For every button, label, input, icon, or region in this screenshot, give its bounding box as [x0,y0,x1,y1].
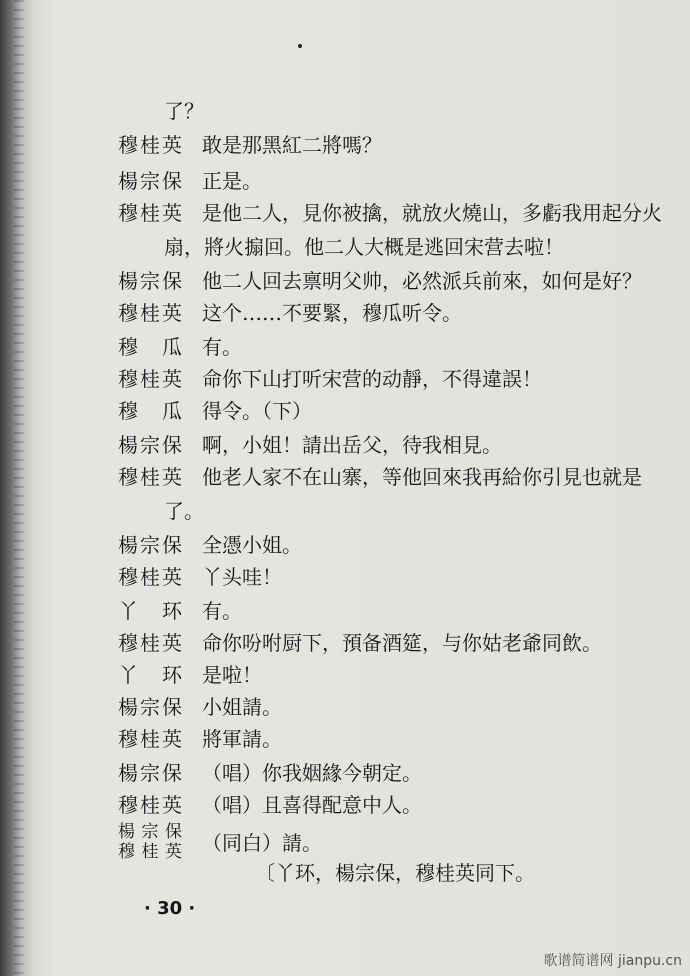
speck [298,44,302,48]
speaker-name: 楊宗保 [118,822,182,842]
speaker-name: 丫环 [118,663,182,687]
speaker-name: 穆桂英 [118,133,182,157]
speaker-name: 穆桂英 [118,367,182,391]
speaker-name: 穆桂英 [118,727,182,751]
dialog-text: （唱）你我姻緣今朝定。 [202,761,422,785]
speaker-name: 穆桂英 [118,465,182,489]
continuation-text: 了。 [164,499,204,523]
dialog-text: 这个……不要緊，穆瓜听令。 [202,301,462,325]
dialog-text: 全憑小姐。 [202,533,302,557]
dialog-text: 有。 [202,335,242,359]
dialog-text: 命你下山打听宋营的动靜，不得違誤！ [202,367,542,391]
dialog-text: （唱）且喜得配意中人。 [202,793,422,817]
speaker-name: 楊宗保 [118,695,182,719]
speaker-name: 楊宗保 [118,433,182,457]
dialog-text: 他老人家不在山寨，等他回來我再給你引見也就是 [202,465,642,489]
speaker-name: 楊宗保 [118,269,182,293]
book-spine [14,0,24,976]
page-number: · 30 · [144,898,196,919]
dialog-text: 有。 [202,599,242,623]
speaker-name: 穆桂英 [118,301,182,325]
dialog-text: 丫头哇！ [202,565,282,589]
site-watermark: 歌谱简谱网 jianpu.cn [543,953,682,969]
dialog-text: 得令。（下） [202,399,312,423]
continuation-text: 扇，將火搧回。他二人大概是逃回宋营去啦！ [164,235,564,259]
dialog-text: 命你吩咐厨下，預备酒筵，与你姑老爺同飲。 [202,631,602,655]
stage-direction: 〔丫环，楊宗保，穆桂英同下。 [255,861,535,885]
speaker-name: 穆桂英 [118,793,182,817]
dialog-text: 是啦！ [202,663,262,687]
speaker-name: 丫环 [118,599,182,623]
dialog-text: 啊，小姐！請出岳父，待我相見。 [202,433,502,457]
dialog-text: 小姐請。 [202,695,282,719]
dialog-text: 正是。 [202,169,262,193]
dialog-text: （同白）請。 [202,831,322,855]
speaker-name: 楊宗保 [118,533,182,557]
dialog-text: 將軍請。 [202,727,282,751]
dialog-text: 是他二人，見你被擒，就放火燒山，多虧我用起分火 [202,201,662,225]
speaker-name: 穆桂英 [118,842,182,862]
speaker-name: 穆桂英 [118,565,182,589]
dialog-text: 敢是那黑紅二將嗎？ [202,133,382,157]
speaker-name: 穆桂英 [118,201,182,225]
speaker-name: 楊宗保 [118,169,182,193]
speaker-name: 楊宗保 [118,761,182,785]
stacked-speakers [118,822,182,862]
speaker-name: 穆瓜 [118,399,182,423]
speaker-name: 穆桂英 [118,631,182,655]
dialog-text: 他二人回去禀明父帅，必然派兵前來，如何是好？ [202,269,642,293]
continuation-text: 了？ [164,99,204,123]
speaker-name: 穆瓜 [118,335,182,359]
